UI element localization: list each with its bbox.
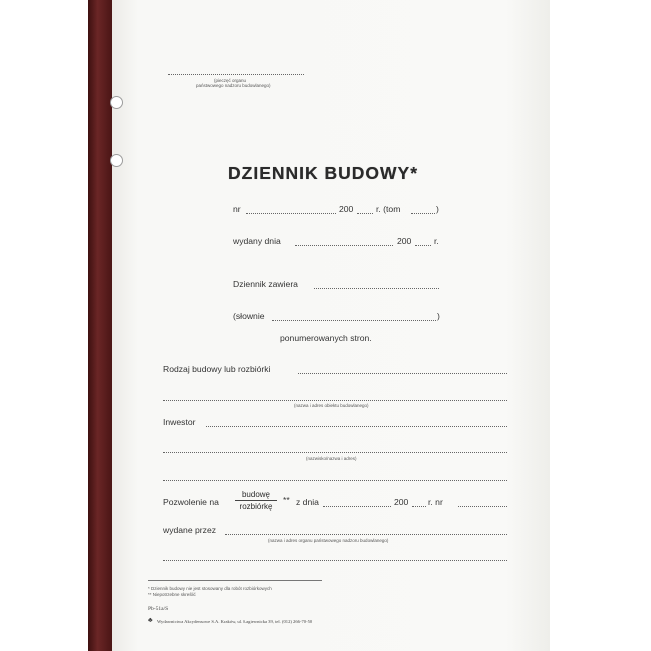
investor-caption: (nazwisko/nazwa i adres) [306, 456, 357, 461]
permit-number-field[interactable] [458, 506, 507, 507]
document-page [112, 0, 550, 651]
construction-type-label: Rodzaj budowy lub rozbiórki [163, 364, 271, 374]
stamp-caption: (pieczęć organu [214, 78, 247, 83]
issued-by-label: wydane przez [163, 525, 217, 535]
numbered-pages-label: ponumerowanych stron. [280, 333, 372, 343]
permit-nr-label: r. nr [428, 497, 443, 507]
stamp-caption: państwowego nadzoru budowlanego) [196, 83, 271, 88]
year-prefix: 200 [397, 236, 412, 246]
year-suffix: r. [434, 236, 439, 246]
contains-label: Dziennik zawiera [233, 279, 298, 289]
year-prefix: 200 [394, 497, 409, 507]
stamp-line [168, 74, 304, 75]
construction-type-field[interactable] [163, 400, 507, 401]
issued-date-field[interactable] [295, 245, 393, 246]
investor-label: Inwestor [163, 417, 196, 427]
tom-label: r. (tom [376, 204, 401, 214]
permit-type-choice[interactable] [235, 490, 277, 511]
form-code: Pb-51a/S [148, 606, 169, 612]
binding-spine [88, 0, 112, 651]
issued-by-field[interactable] [163, 560, 507, 561]
document-title: DZIENNIK BUDOWY* [228, 163, 419, 183]
footnote-separator [148, 580, 322, 581]
investor-field[interactable] [163, 480, 507, 481]
nr-field[interactable] [246, 213, 336, 214]
permit-label: Pozwolenie na [163, 497, 219, 507]
year-field[interactable] [357, 213, 373, 214]
issued-by-field[interactable] [225, 534, 507, 535]
paren-close: ) [436, 204, 439, 214]
year-field[interactable] [412, 506, 426, 507]
issued-date-label: wydany dnia [233, 236, 281, 246]
permit-footnote-mark: ** [283, 495, 290, 505]
year-field[interactable] [415, 245, 431, 246]
nr-label: nr [233, 204, 241, 214]
investor-field[interactable] [206, 426, 507, 427]
footnote-1: * Dziennik budowy nie jest stosowany dla robót rozbiórkowych [148, 586, 272, 591]
fraction-bar [235, 500, 277, 501]
construction-type-field[interactable] [298, 373, 507, 374]
investor-field[interactable] [163, 452, 507, 453]
in-words-field[interactable] [272, 320, 436, 321]
punch-hole [110, 96, 123, 109]
permit-date-field[interactable] [323, 506, 391, 507]
contains-field[interactable] [314, 288, 439, 289]
in-words-label: (słownie [233, 311, 265, 321]
publisher-logo-icon: ♣ [148, 617, 153, 624]
punch-hole [110, 154, 123, 167]
year-prefix: 200 [339, 204, 354, 214]
permit-option-build: budowę [241, 490, 271, 499]
permit-date-label: z dnia [296, 497, 319, 507]
construction-caption: (nazwa i adres obiektu budowlanego) [294, 403, 369, 408]
tom-field[interactable] [411, 213, 435, 214]
paren-close: ) [437, 311, 440, 321]
footnote-2: ** Niepotrzebne skreślić [148, 592, 196, 597]
issued-by-caption: (nazwa i adres organu państwowego nadzoru budowlanego) [268, 538, 389, 543]
permit-option-demolish: rozbiórkę [239, 502, 273, 511]
publisher-info: Wydawnictwa Akcydensowe S.A. Kraków, ul. Łagiewnicka 39, tel. (012) 266-70-50 [157, 619, 313, 624]
